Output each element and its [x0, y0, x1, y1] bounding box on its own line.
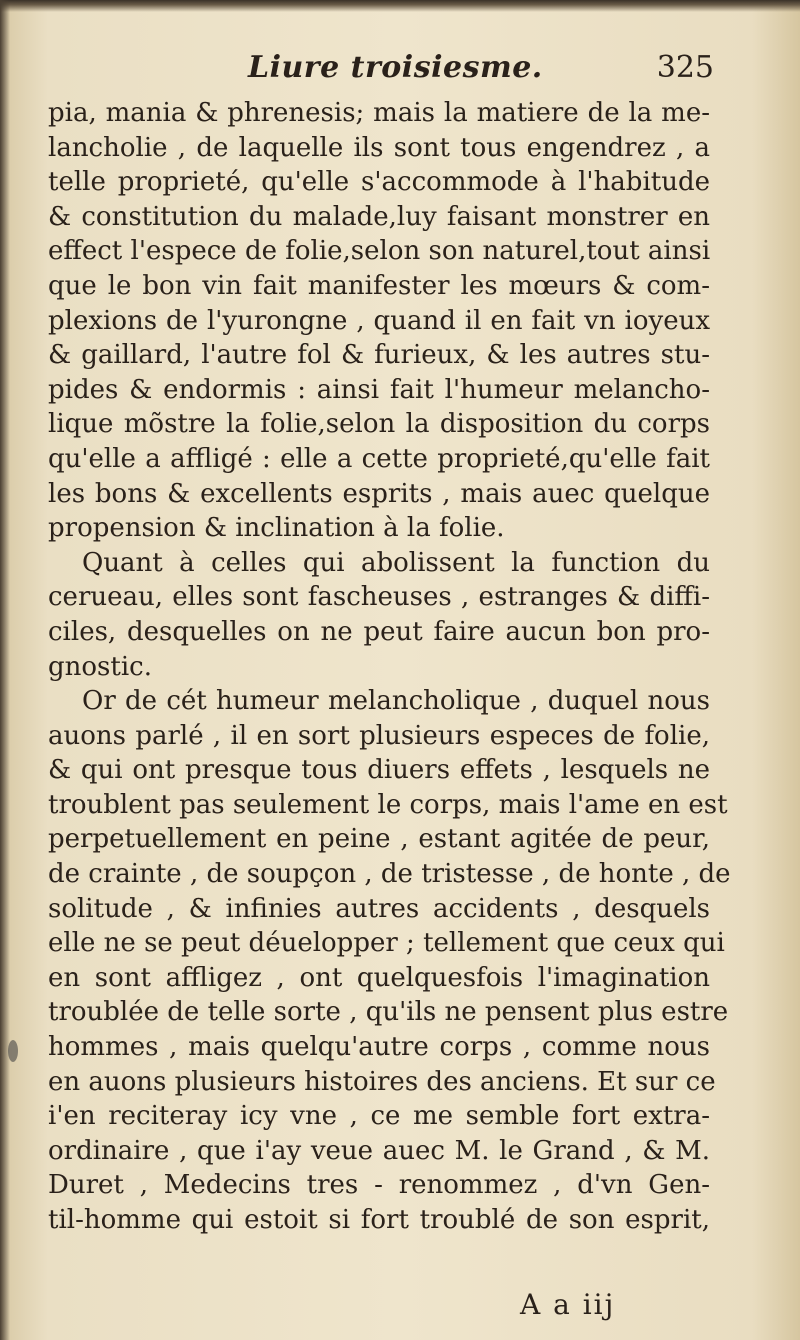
page-header	[48, 46, 714, 90]
text-line: pides & endormis : ainsi fait l'humeur melancho-	[48, 374, 710, 405]
text-line: de crainte , de soupçon , de tristesse , de honte , de	[48, 859, 731, 890]
text-line: effect l'espece de folie,selon son naturel,tout ainsi	[48, 236, 711, 267]
text-line: til-homme qui estoit si fort troublé de son esprit,	[48, 1205, 710, 1235]
text-line: ciles, desquelles on ne peut faire aucun bon pro-	[48, 616, 710, 647]
text-line: gnostic.	[48, 651, 152, 682]
text-line: solitude , & infinies autres accidents , desquels	[48, 893, 710, 924]
text-line: que le bon vin fait manifester les mœurs & com-	[48, 270, 710, 301]
signature-mark: A a iij	[520, 1288, 616, 1321]
text-line: Duret , Medecins tres - renommez , d'vn Gen-	[48, 1170, 710, 1201]
text-line: & gaillard, l'autre fol & furieux, & les autres stu-	[48, 340, 710, 371]
text-line: qu'elle a affligé : elle a cette proprieté,qu'elle fait	[48, 443, 710, 474]
text-line: propension & inclination à la folie.	[48, 513, 505, 544]
text-line: & constitution du malade,luy faisant monstrer en	[48, 201, 710, 232]
text-line: auons parlé , il en sort plusieurs especes de folie,	[48, 720, 710, 751]
text-line: Or de cét humeur melancholique , duquel nous	[82, 686, 710, 717]
text-line: lique mõstre la folie,selon la disposition du corps	[48, 409, 710, 440]
text-line: cerueau, elles sont fascheuses , estranges & diffi-	[48, 582, 710, 613]
text-line: telle proprieté, qu'elle s'accommode à l'habitude	[48, 167, 710, 198]
page-number: 325	[656, 50, 714, 85]
text-line: plexions de l'yurongne , quand il en fait vn ioyeux	[48, 305, 710, 336]
body-text	[48, 96, 731, 1238]
text-line: en auons plusieurs histoires des anciens. Et sur ce	[48, 1066, 716, 1097]
text-line: perpetuellement en peine , estant agitée de peur,	[48, 824, 710, 855]
text-line: troublée de telle sorte , qu'ils ne pensent plus estre	[48, 997, 729, 1028]
text-line: les bons & excellents esprits , mais auec quelque	[48, 478, 710, 509]
text-line: hommes , mais quelqu'autre corps , comme nous	[48, 1032, 710, 1063]
text-line: pia, mania & phrenesis; mais la matiere de la me-	[48, 98, 710, 128]
text-line: Quant à celles qui abolissent la function du	[82, 547, 710, 578]
page-top-shadow	[0, 0, 800, 12]
text-line: & qui ont presque tous diuers effets , lesquels ne	[48, 755, 710, 786]
text-line: lancholie , de laquelle ils sont tous engendrez , a	[48, 132, 710, 163]
ink-stain	[8, 1040, 18, 1062]
page-binding-shadow	[0, 0, 10, 1340]
running-head: Liure troisiesme.	[248, 50, 543, 85]
text-line: en sont affligez , ont quelquesfois l'imagination	[48, 962, 710, 993]
text-line: elle ne se peut déuelopper ; tellement que ceux qui	[48, 928, 725, 959]
text-line: ordinaire , que i'ay veue auec M. le Grand , & M.	[48, 1135, 710, 1166]
text-line: troublent pas seulement le corps, mais l'ame en est	[48, 789, 728, 820]
text-line: i'en reciteray icy vne , ce me semble fort extra-	[48, 1101, 710, 1132]
